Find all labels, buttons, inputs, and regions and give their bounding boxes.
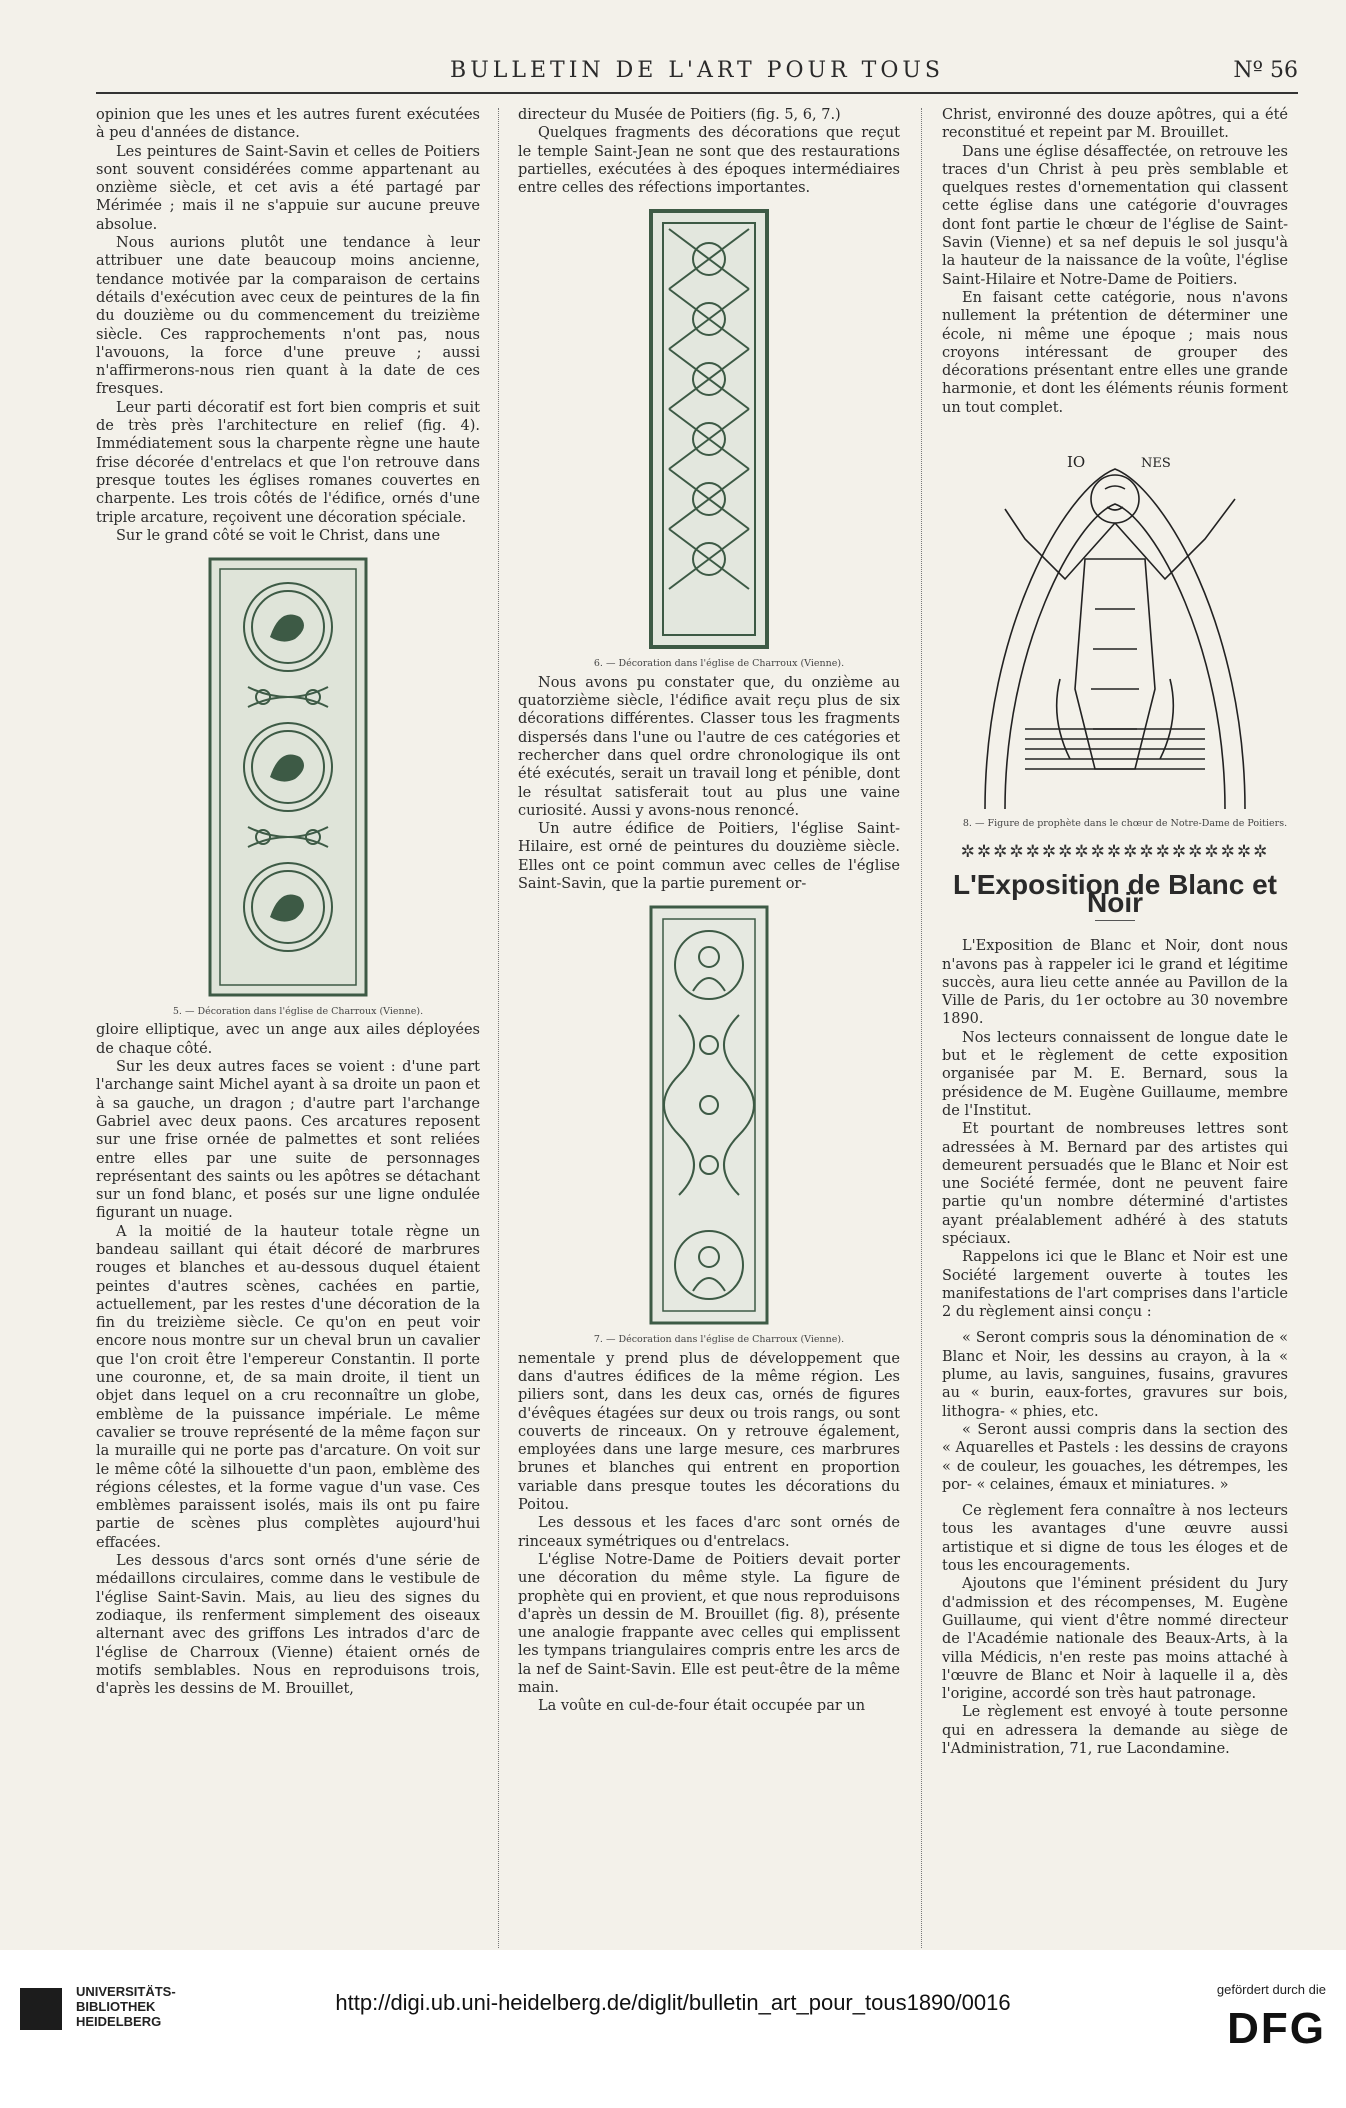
paragraph: opinion que les unes et les autres furent exécutées à peu d'années de distance. xyxy=(96,107,480,142)
paragraph: Christ, environné des douze apôtres, qui a été reconstitué et repeint par M. Brouillet. xyxy=(942,107,1288,142)
section-heading: L'Exposition de Blanc et Noir xyxy=(952,868,1278,918)
paragraph: L'église Notre-Dame de Poitiers devait porter une décoration du même style. La figure de prophète qui en provient, et que nous reproduisons d'après un dessin de M. Brouillet (fig. 8), présente une analogie frappante avec celles qui emplissent les tympans triangulaires compris entre les arcs de la nef de Saint-Savin. Elle est peut-être de la même main. xyxy=(518,1551,900,1696)
paragraph: Nous avons pu constater que, du onzième au quatorzième siècle, l'édifice avait reçu plus de six décorations différentes. Classer tous les fragments dispersés dans l'une ou l'autre de ces catégories et rechercher dans quel ordre chronologique ils ont été exécutés, serait un travail long et pénible, dont le résultat satisferait tout au plus une vaine curiosité. Aussi y avons-nous renoncé. xyxy=(518,674,900,819)
paragraph: Sur le grand côté se voit le Christ, dans une xyxy=(116,527,441,544)
paragraph: A la moitié de la hauteur totale règne un bandeau saillant qui était décoré de marbrures rouges et blanches et au-dessous duquel étaient peintes d'autres scènes, cachées en partie, actuellement, par les restes d'une décoration de la fin du treizième siècle. Ce qu'on en peut voir encore nous montre sur un cheval brun un cavalier que l'on croit être l'empereur Constantin. Il porte une couronne, et, de sa main droite, il tient un objet dans lequel on a cru reconnaître un globe, emblème de la puissance impériale. Le même cavalier se trouve représenté de la même façon sur la muraille qui ne porte pas d'arcature. On voit sur le même côté la silhouette d'un paon, emblème des régions célestes, et la forme vague d'un vase. Ces emblèmes paraissent isolés, mais ils ont pu faire partie de scènes plus complètes aujourd'hui effacées. xyxy=(96,1223,480,1551)
paragraph: L'Exposition de Blanc et Noir, dont nous n'avons pas à rappeler ici le grand et légitime succès, aura lieu cette année au Pavillon de la Ville de Paris, du 1er octobre au 30 novembre 1890. xyxy=(942,938,1288,1028)
paragraph: Rappelons ici que le Blanc et Noir est une Société largement ouverte à toutes les manifestations de l'art comprises dans l'article 2 du règlement ainsi conçu : xyxy=(942,1249,1288,1321)
paragraph: directeur du Musée de Poitiers (fig. 5, 6, 7.) xyxy=(518,107,841,123)
source-url[interactable]: http://digi.ub.uni-heidelberg.de/diglit/bulletin_art_pour_tous1890/0016 xyxy=(335,1990,1011,2015)
paragraph: En faisant cette catégorie, nous n'avons nullement la prétention de déterminer une école, ni même une époque ; mais nous croyons intéressant de grouper des décorations présentant entre elles une grande harmonie, et dont les éléments réunis forment un tout complet. xyxy=(942,289,1288,416)
column-3 xyxy=(942,106,1288,1758)
paragraph: Nous aurions plutôt une tendance à leur attribuer une date beaucoup moins ancienne, tendance motivée par la comparaison de certains détails d'exécution avec ceux de peintures de la fin du douzième ou du commencement du treizième siècle. Ces rapprochements n'ont pas, nous l'avouons, la force d'une preuve ; aussi n'affirmerons-nous rien quant à la date de ces fresques. xyxy=(96,235,480,398)
paragraph: Quelques fragments des décorations que reçut le temple Saint-Jean ne sont que des restaurations partielles, exécutées à des époques intermédiaires entre celles des réfections importantes. xyxy=(518,125,900,197)
paragraph: Dans une église désaffectée, on retrouve les traces d'un Christ à peu près semblable et quelques restes d'ornementation qui classent cette église dans une catégorie d'ouvrages dont font partie le chœur de l'église de Saint-Savin (Vienne) et sa nef depuis le sol jusqu'à la hauteur de la naissance de la voûte, l'église Saint-Hilaire et Notre-Dame de Poitiers. xyxy=(942,143,1288,288)
column-1 xyxy=(96,106,480,1698)
figure-8-inscription-right: NES xyxy=(1141,456,1171,472)
figure-6-illustration xyxy=(649,209,769,649)
heading-rule xyxy=(1095,920,1135,921)
paragraph: Sur les deux autres faces se voient : d'une part l'archange saint Michel ayant à sa droite un paon et à sa gauche, un dragon ; d'autre part l'archange Gabriel avec deux paons. Ces arcatures reposent sur une frise ornée de palmettes et sont reliées entre elles par une suite de personnages représentant des saints ou les apôtres se détachant sur un fond blanc, et posés sur une ligne ondulée figurant un nuage. xyxy=(96,1059,480,1222)
figure-7-illustration xyxy=(649,905,769,1325)
paragraph: Les dessous et les faces d'arc sont ornés de rinceaux symétriques ou d'entrelacs. xyxy=(518,1515,900,1550)
paragraph: Ajoutons que l'éminent président du Jury d'admission et des récompenses, M. Eugène Guillaume, qui vient d'être nommé directeur de l'Académie nationale des Beaux-Arts, à la villa Médicis, n'en reste pas moins attaché à l'œuvre de Blanc et Noir à laquelle il a, dès l'origine, accordé son très haut patronage. xyxy=(942,1576,1288,1703)
paragraph: Et pourtant de nombreuses lettres sont adressées à M. Bernard par des artistes qui demeurent persuadés que le Blanc et Noir est une Société fermée, dont ne peuvent faire partie qu'un nombre déterminé d'artistes ayant préalablement adhéré à des statuts spéciaux. xyxy=(942,1121,1288,1247)
paragraph: Un autre édifice de Poitiers, l'église Saint-Hilaire, est orné de peintures du douzième siècle. Elles ont ce point commun avec celles de l'église Saint-Savin, que la partie purement or- xyxy=(518,821,900,893)
column-2 xyxy=(518,106,900,1716)
figure-8-caption: 8. — Figure de prophète dans le chœur de Notre-Dame de Poitiers. xyxy=(962,818,1288,830)
paragraph: Ce règlement fera connaître à nos lecteurs tous les avantages d'une œuvre aussi artistique et si digne de tous les éloges et de tous les encouragements. xyxy=(942,1503,1288,1575)
paragraph: Nos lecteurs connaissent de longue date le but et le règlement de cette exposition organisée par M. E. Bernard, sous la présidence de M. Eugène Guillaume, membre de l'Institut. xyxy=(942,1029,1288,1119)
quote: « Seront aussi compris dans la section des « Aquarelles et Pastels : les dessins de crayons « de couleur, les gouaches, les détrempes, les por- « celaines, émaux et miniatures. » xyxy=(942,1421,1288,1493)
paragraph: Les peintures de Saint-Savin et celles de Poitiers sont souvent considérées comme appartenant au onzième siècle, et cet avis a été partagé par Mérimée ; mais il ne s'appuie sur aucune preuve absolue. xyxy=(96,143,480,233)
figure-5-illustration xyxy=(208,557,368,997)
figure-7-caption: 7. — Décoration dans l'église de Charroux (Vienne). xyxy=(593,1334,845,1346)
figure-8-inscription-left: IO xyxy=(1067,453,1086,472)
quote: « Seront compris sous la dénomination de « Blanc et Noir, les dessins au crayon, à la « plume, au lavis, sanguines, fusains, gravures au « burin, eaux-fortes, gravures sur bois, lithogra- « phies, etc. xyxy=(942,1330,1288,1420)
library-name: UNIVERSITÄTS- BIBLIOTHEK HEIDELBERG xyxy=(76,1984,176,2029)
figure-5-caption: 5. — Décoration dans l'église de Charroux (Vienne). xyxy=(172,1006,424,1018)
paragraph: La voûte en cul-de-four était occupée par un xyxy=(538,1698,866,1715)
paragraph: Les dessous d'arcs sont ornés d'une série de médaillons circulaires, comme dans le vestibule de l'église Saint-Savin. Mais, au lieu des signes du zodiaque, ils renferment simplement des oiseaux alternant avec des griffons Les intrados d'arc de l'église de Charroux (Vienne) étaient ornés de motifs semblables. Nous en reproduisons trois, d'après les dessins de M. Brouillet, xyxy=(96,1553,480,1698)
ornament-separator: ✲✲✲✲✲✲✲✲✲✲✲✲✲✲✲✲✲✲✲ xyxy=(960,842,1270,863)
column-rule xyxy=(498,108,499,1948)
paragraph: Leur parti décoratif est fort bien compris et suit de très près l'architecture en relief (fig. 4). Immédiatement sous la charpente règne une haute frise décorée d'entrelacs et que l'on retrouve dans presque toutes les églises romanes couvertes en charpente. Les trois côtés de l'édifice, ornés d'une triple arcature, reçoivent une décoration spéciale. xyxy=(96,399,480,526)
issue-number: Nº 56 xyxy=(1233,58,1298,83)
journal-title: BULLETIN DE L'ART POUR TOUS xyxy=(450,58,944,83)
paragraph: nementale y prend plus de développement que dans d'autres édifices de la même région. Les piliers sont, dans les deux cas, ornés de figures d'évêques étagées sur deux ou trois rangs, ou sont couverts de rinceaux. On y retrouve également, employées dans une large mesure, ces marbrures brunes et blanches qui entrent en proportion variable dans presque toutes les décorations du Poitou. xyxy=(518,1350,900,1514)
paragraph: Le règlement est envoyé à toute personne qui en adressera la demande au siège de l'Administration, 71, rue Lacondamine. xyxy=(942,1704,1288,1757)
paragraph: gloire elliptique, avec un ange aux ailes déployées de chaque côté. xyxy=(96,1022,480,1057)
figure-8-illustration xyxy=(965,429,1265,809)
column-rule xyxy=(921,108,922,1948)
funding-label: gefördert durch die xyxy=(1216,1982,1326,1997)
figure-6-caption: 6. — Décoration dans l'église de Charroux (Vienne). xyxy=(593,658,845,670)
page-header xyxy=(96,52,1298,94)
dfg-logo: DFG xyxy=(1227,2004,1326,2053)
footer xyxy=(0,1950,1346,2108)
